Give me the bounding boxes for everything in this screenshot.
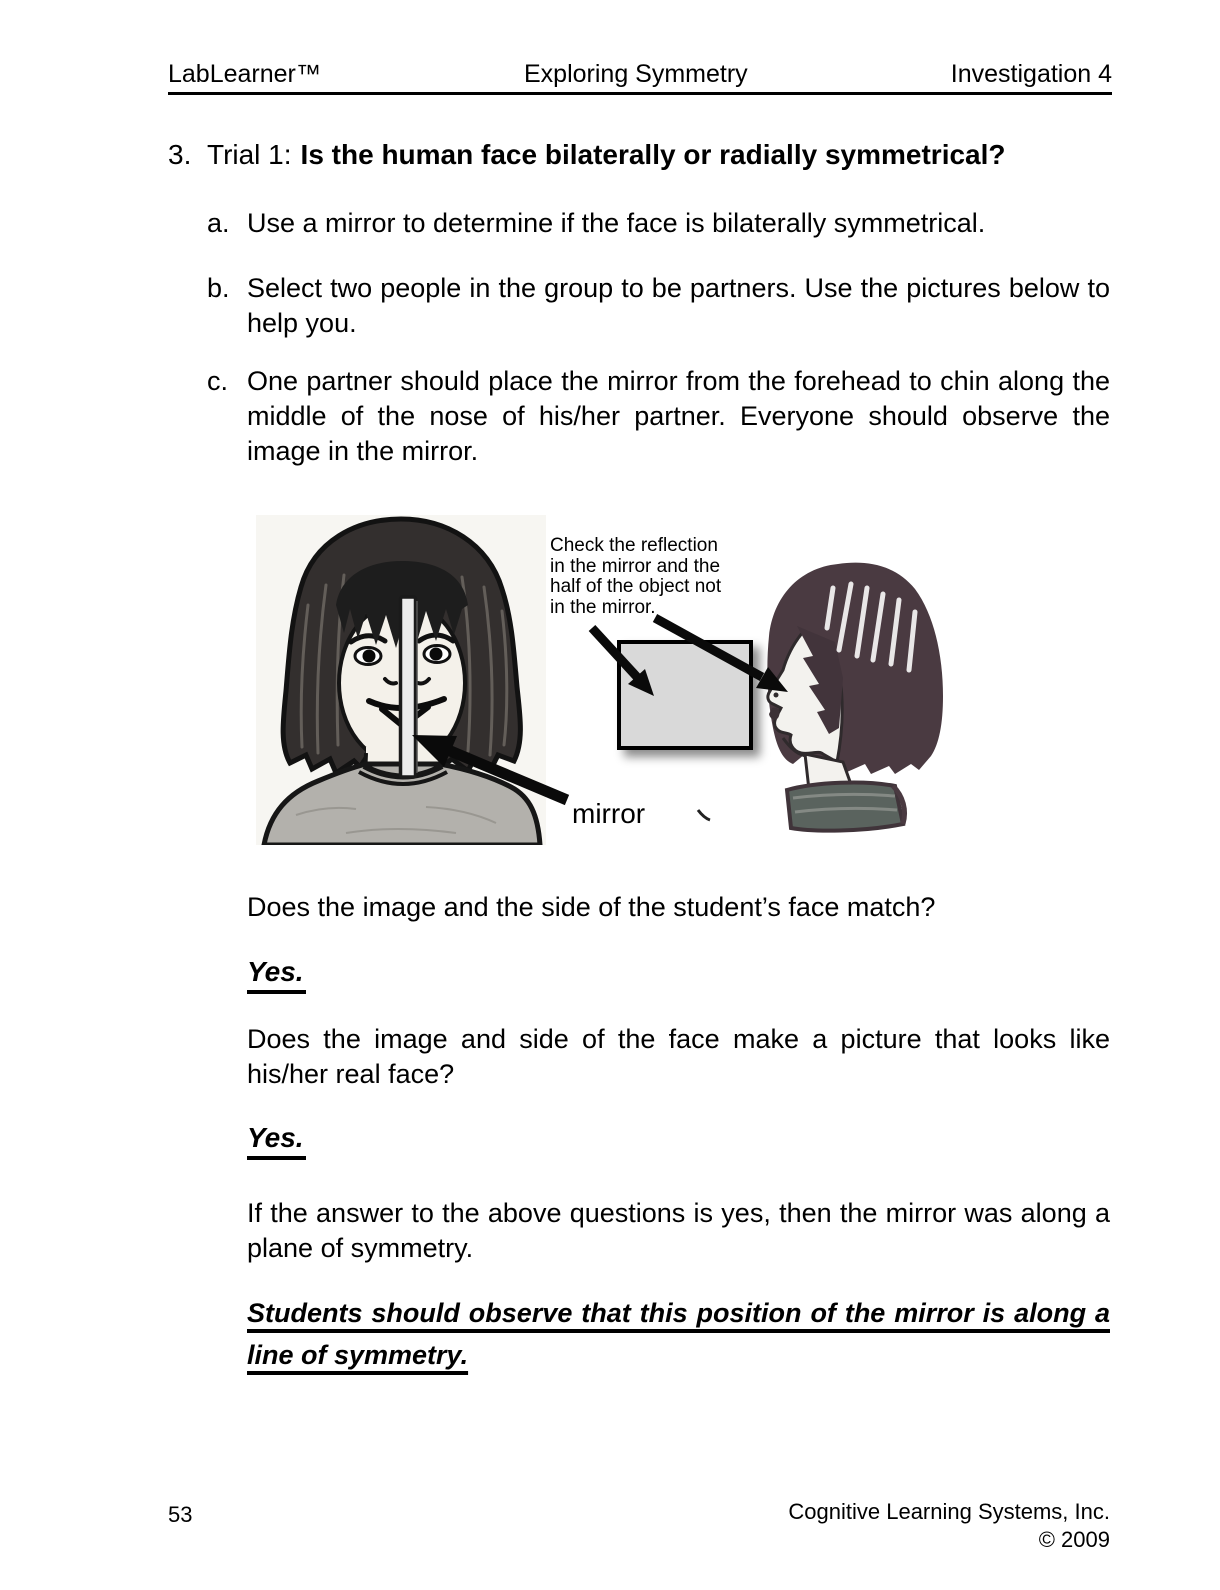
header-brand: LabLearner™ — [168, 60, 321, 88]
page-header — [168, 60, 1112, 89]
teacher-note: Students should observe that this position of the mirror is along a line of symmetry. — [247, 1298, 1110, 1370]
step-a — [207, 206, 1110, 241]
profile-face-illustration — [743, 558, 948, 833]
page-number: 53 — [168, 1502, 193, 1527]
question-2: Does the image and side of the face make a picture that looks like his/her real face? — [247, 1024, 1110, 1089]
header-doc-title: Exploring Symmetry — [524, 60, 748, 88]
footer-copyright: © 2009 — [1038, 1527, 1110, 1552]
footer-company-block — [610, 1498, 1110, 1554]
answer-1-wrap — [247, 956, 306, 994]
step-c — [207, 364, 1110, 469]
footer-company: Cognitive Learning Systems, Inc. — [788, 1499, 1110, 1524]
step-text: Select two people in the group to be partners. Use the pictures below to help you. — [247, 273, 1110, 338]
trial-heading-text — [207, 138, 1006, 172]
front-face-illustration — [256, 515, 546, 845]
step-text: Use a mirror to determine if the face is bilaterally symmetrical. — [247, 208, 986, 238]
header-section: Investigation 4 — [950, 60, 1112, 88]
item-number: 3. — [168, 139, 192, 170]
header-rule — [168, 92, 1112, 95]
trial-prefix: Trial 1: — [207, 139, 292, 170]
mirror-square — [617, 640, 753, 750]
step-letter: c. — [207, 366, 229, 396]
question-1: Does the image and the side of the student’s face match? — [247, 892, 936, 922]
step-letter: b. — [207, 273, 230, 303]
ink-mark — [698, 810, 710, 820]
trial-question-bold: Is the human face bilaterally or radially symmetrical? — [300, 139, 1006, 170]
answer-2: Yes. — [247, 1122, 306, 1160]
figure-callout: Check the reflection in the mirror and the half of the object not in the mirror. — [550, 535, 722, 618]
step-b — [207, 271, 1110, 341]
conclusion-text: If the answer to the above questions is yes, then the mirror was along a plane of symmetry. — [247, 1198, 1110, 1263]
step-text: One partner should place the mirror from the forehead to chin along the middle of the nose of his/her partner. Everyone should observe the image in the mirror. — [247, 366, 1110, 466]
trial-heading — [168, 138, 1118, 172]
step-letter: a. — [207, 208, 230, 238]
answer-1: Yes. — [247, 956, 306, 994]
mirror-label: mirror — [572, 798, 646, 829]
answer-2-wrap — [247, 1122, 306, 1160]
mirror-demo-figure — [240, 510, 950, 860]
